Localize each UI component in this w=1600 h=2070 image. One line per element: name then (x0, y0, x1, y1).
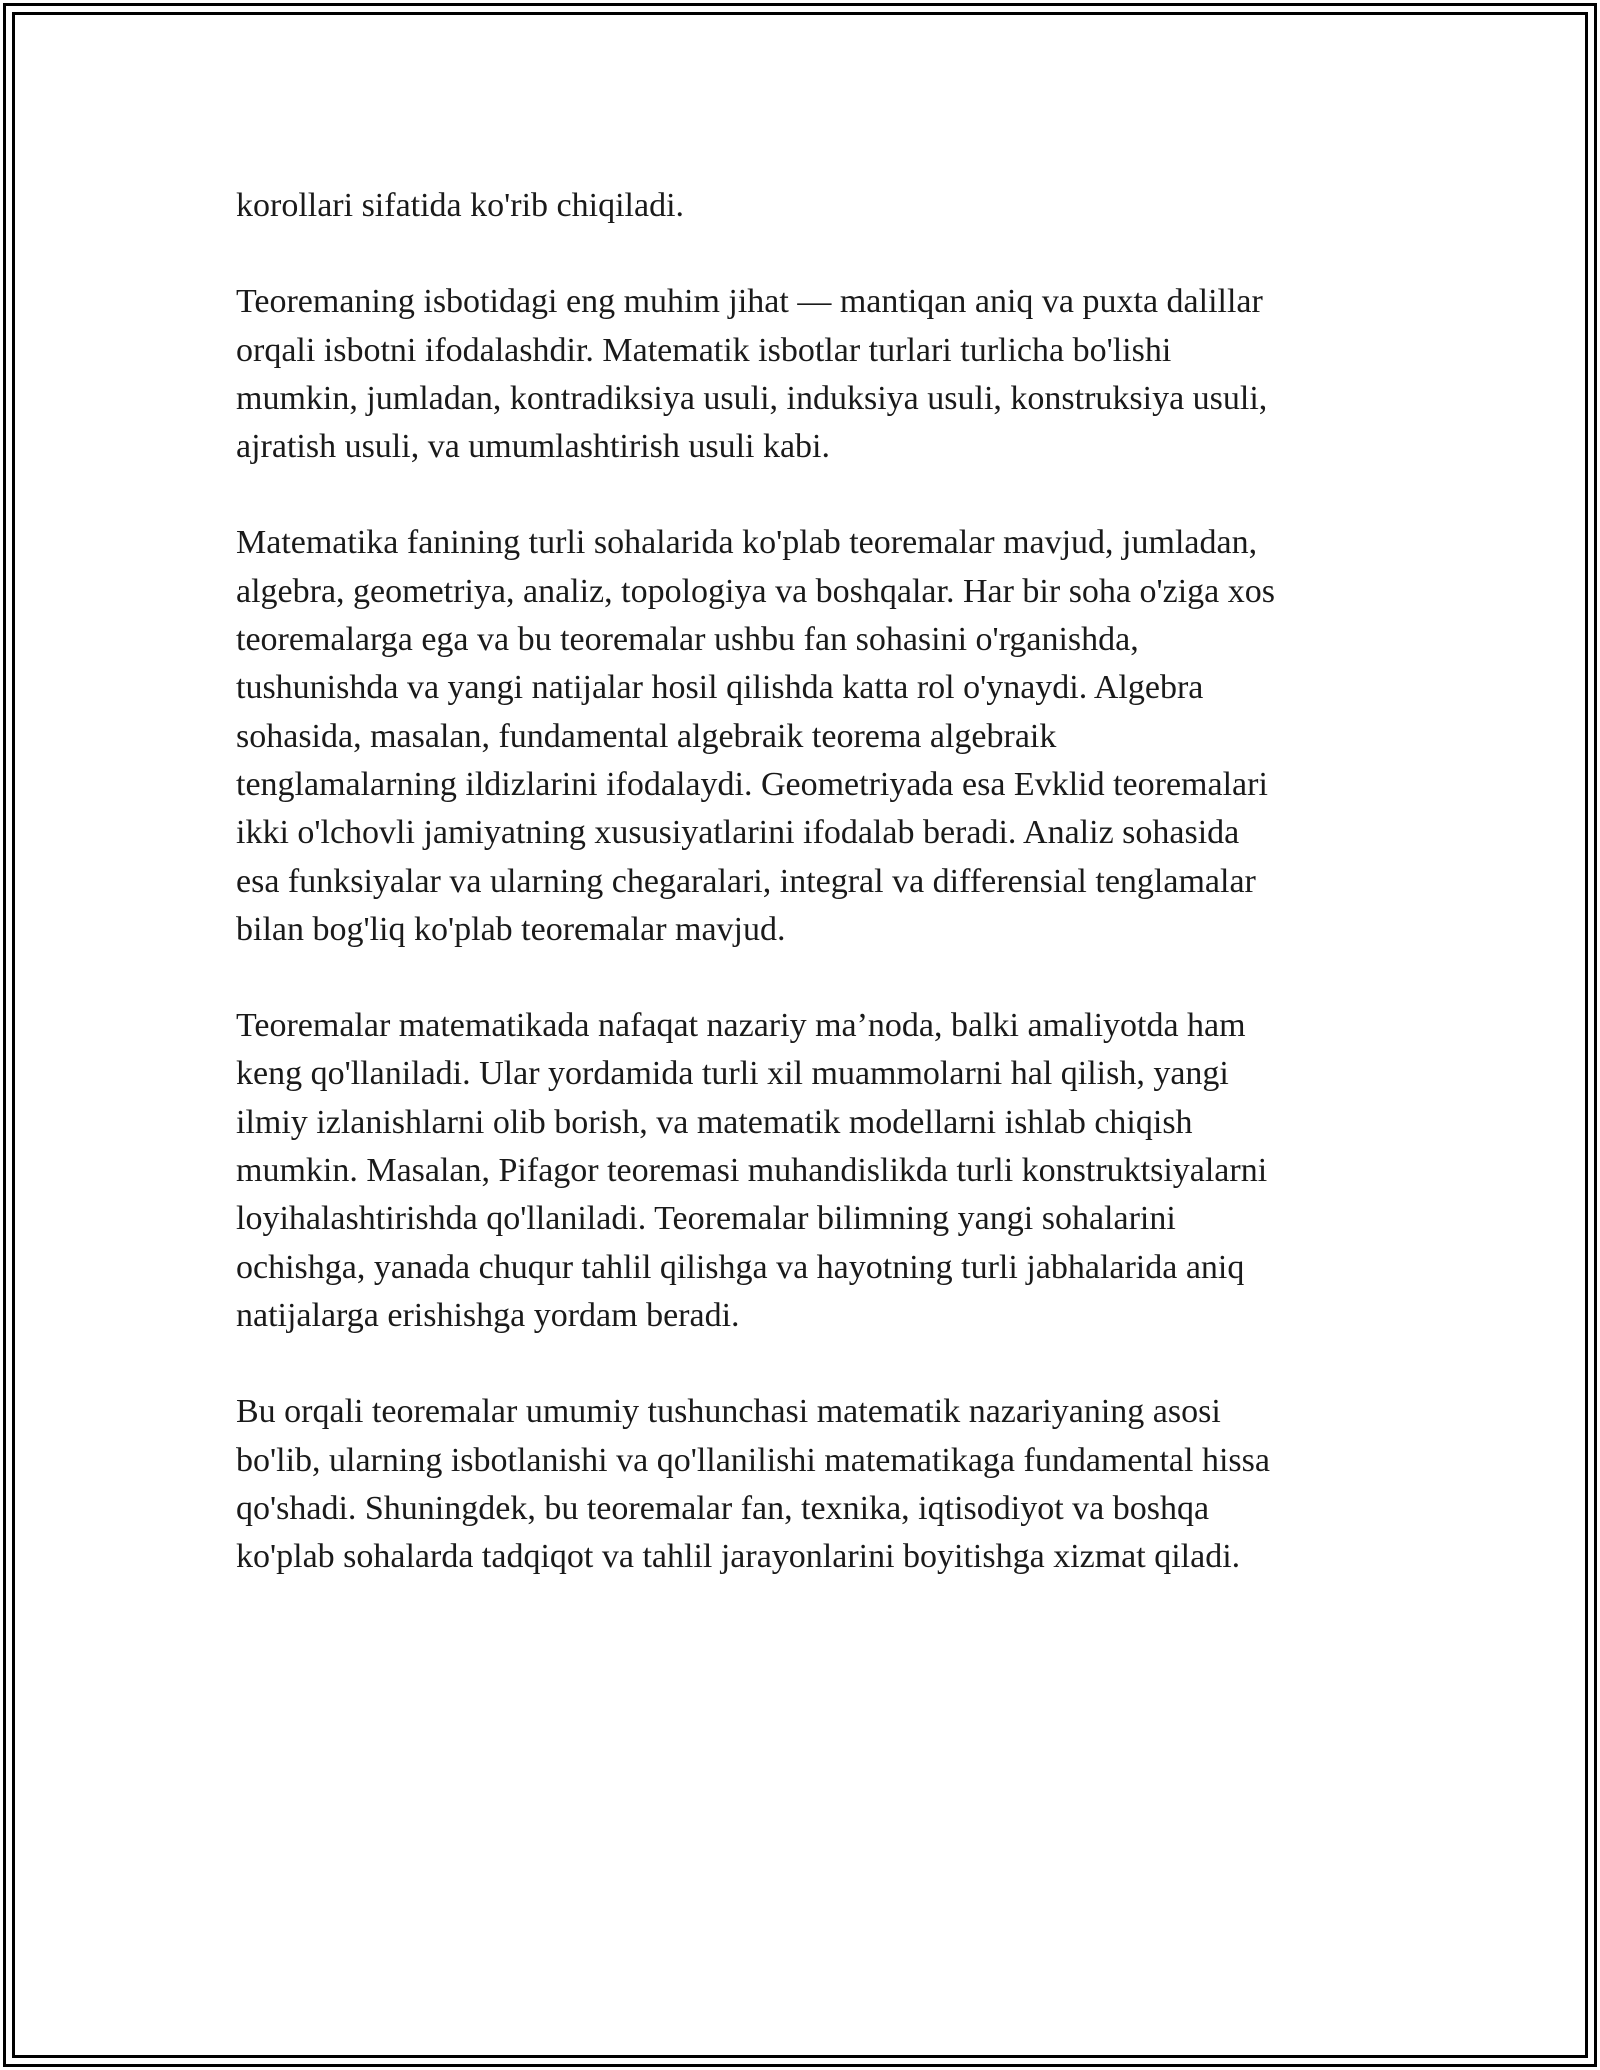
paragraph-continuation: korollari sifatida ko'rib chiqiladi. (236, 187, 685, 224)
paragraph-conclusion: Bu orqali teoremalar umumiy tushunchasi matematik nazariyaning asosi bo'lib, ularning isbotlanishi va qo'llanilishi matematikaga fundamental hissa qo'shadi. Shuningdek, bu teoremalar fan, texnika, iqtisodiyot va boshqa ko'plab sohalarda tadqiqot va tahlil jarayonlarini boyitishga xizmat qiladi. (236, 1393, 1270, 1576)
paragraph-fields-of-math: Matematika fanining turli sohalarida ko'plab teoremalar mavjud, jumladan, algebra, geometriya, analiz, topologiya va boshqalar. Har bir soha o'ziga xos teoremalarga ega va bu teoremalar ushbu fan sohasini o'rganishda, tushunishda va yangi natijalar hosil qilishda katta rol o'ynaydi. Algebra sohasida, masalan, fundamental algebraik teorema algebraik tenglamalarning ildizlarini ifodalaydi. Geometriyada esa Evklid teoremalari ikki o'lchovli jamiyatning xususiyatlarini ifodalab beradi. Analiz sohasida esa funksiyalar va ularning chegaralari, integral va differensial tenglamalar bilan bog'liq ko'plab teoremalar mavjud. (236, 524, 1276, 948)
paragraph-proof-methods: Teoremaning isbotidagi eng muhim jihat — mantiqan aniq va puxta dalillar orqali isbotni ifodalashdir. Matematik isbotlar turlari turlicha bo'lishi mumkin, jumladan, kontradiksiya usuli, induksiya usuli, konstruksiya usuli, ajratish usuli, va umumlashtirish usuli kabi. (236, 283, 1268, 466)
paragraph-applications: Teoremalar matematikada nafaqat nazariy ma’noda, balki amaliyotda ham keng qo'llaniladi. Ular yordamida turli xil muammolarni hal qilish, yangi ilmiy izlanishlarni olib borish, va matematik modellarni ishlab chiqish mumkin. Masalan, Pifagor teoremasi muhandislikda turli konstruktsiyalarni loyihalashtirishda qo'llaniladi. Teoremalar bilimning yangi sohalarini ochishga, yanada chuqur tahlil qilishga va hayotning turli jabhalarida aniq natijalarga erishishga yordam beradi. (236, 1007, 1268, 1334)
document-body (236, 182, 1386, 1629)
